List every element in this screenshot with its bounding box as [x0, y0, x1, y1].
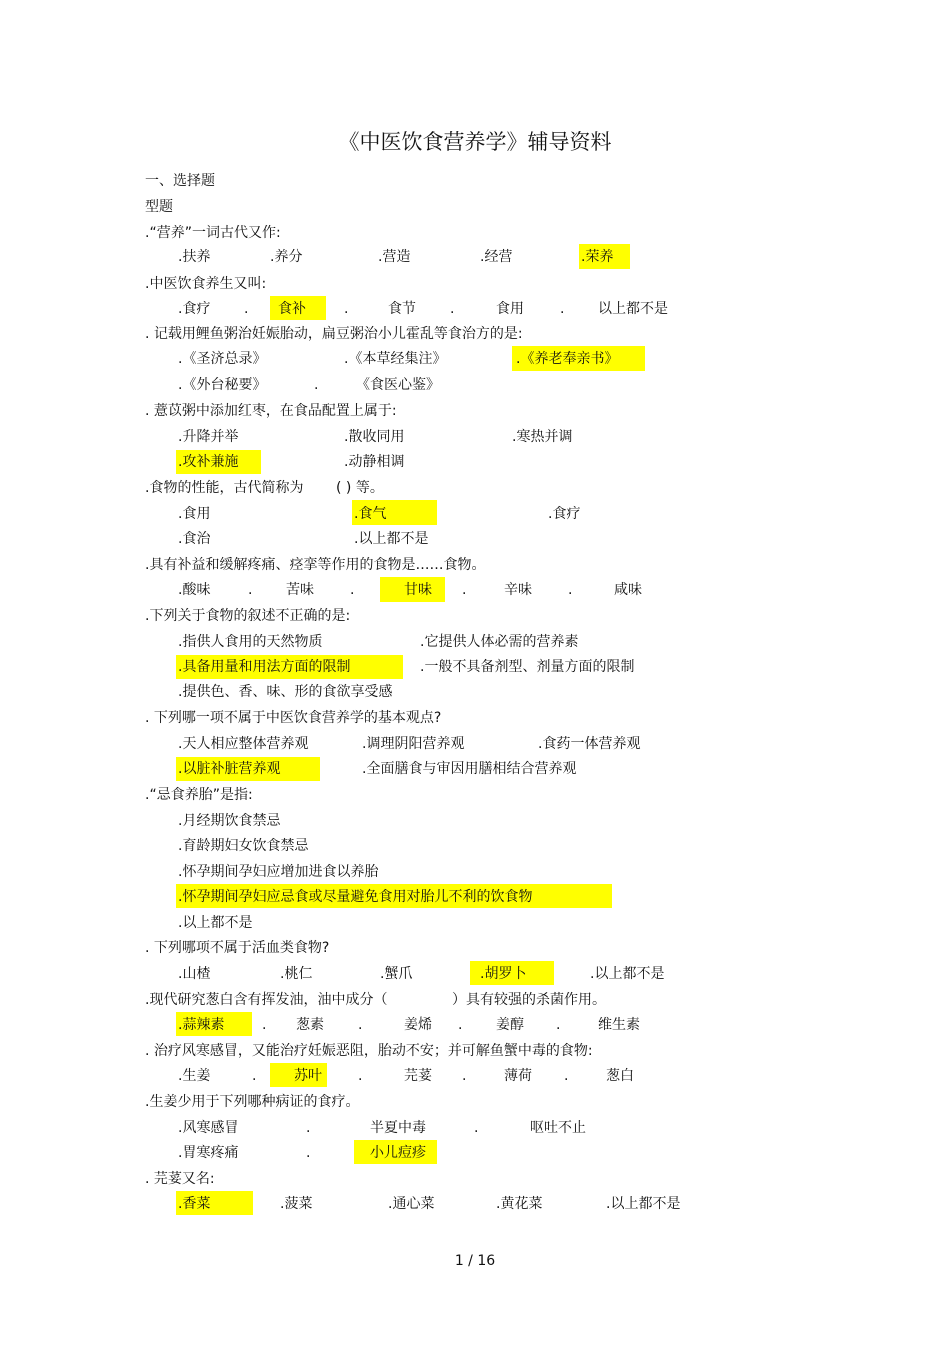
option: 葱素: [296, 1017, 324, 1033]
option: .提供色、香、味、形的食欲享受感: [178, 684, 393, 700]
question-stem: .生姜少用于下列哪种病证的食疗。: [145, 1094, 360, 1110]
option: .以上都不是: [606, 1196, 681, 1212]
option: .食疗: [178, 301, 211, 317]
question-stem-tail: ( ) 等。: [336, 480, 384, 496]
option: .风寒感冒: [178, 1120, 239, 1136]
option: 姜醇: [496, 1017, 524, 1033]
question-stem: . 芫荽又名:: [145, 1171, 215, 1187]
option-answer: 苏叶: [294, 1068, 322, 1084]
option: 苦味: [286, 582, 314, 598]
option: 葱白: [606, 1068, 634, 1084]
option: .: [556, 1017, 561, 1033]
option: .通心菜: [388, 1196, 435, 1212]
option-answer: .荣养: [581, 249, 614, 265]
option: .指供人食用的天然物质: [178, 634, 323, 650]
option: .: [474, 1120, 479, 1136]
option: .调理阴阳营养观: [362, 736, 465, 752]
option-answer: .胡罗卜: [480, 966, 527, 982]
option: .黄花菜: [496, 1196, 543, 1212]
question-stem: .现代研究葱白含有挥发油，油中成分（: [145, 992, 388, 1008]
option: .寒热并调: [512, 429, 573, 445]
option: .食疗: [548, 506, 581, 522]
page-number: 1 / 16: [454, 1253, 496, 1269]
option: 薄荷: [504, 1068, 532, 1084]
option-answer: .《养老奉亲书》: [516, 351, 619, 367]
question-stem: . 治疗风寒感冒，又能治疗妊娠恶阻，胎动不安；并可解鱼蟹中毒的食物:: [145, 1043, 593, 1059]
option: .食用: [178, 506, 211, 522]
option: 呕吐不止: [530, 1120, 586, 1136]
option: .它提供人体必需的营养素: [420, 634, 579, 650]
question-stem: .中医饮食养生又叫:: [145, 276, 267, 292]
question-stem: .“忌食养胎”是指:: [145, 787, 253, 803]
option: .天人相应整体营养观: [178, 736, 309, 752]
option: 维生素: [598, 1017, 640, 1033]
option: .: [568, 582, 573, 598]
option-answer: .攻补兼施: [178, 454, 239, 470]
option-answer: .具备用量和用法方面的限制: [178, 659, 351, 675]
question-stem: .具有补益和缓解疼痛、痉挛等作用的食物是……食物。: [145, 557, 486, 573]
option: .: [358, 1017, 363, 1033]
question-stem-tail: ）具有较强的杀菌作用。: [452, 992, 606, 1008]
option: 以上都不是: [598, 301, 668, 317]
option: .: [450, 301, 455, 317]
subsection-heading: 型题: [145, 199, 173, 215]
option: .以上都不是: [178, 915, 253, 931]
option: .经营: [480, 249, 513, 265]
option: .胃寒疼痛: [178, 1145, 239, 1161]
option: .: [358, 1068, 363, 1084]
option: .: [350, 582, 355, 598]
option: .升降并举: [178, 429, 239, 445]
question-stem: . 记载用鲤鱼粥治妊娠胎动，扁豆粥治小儿霍乱等食治方的是:: [145, 326, 523, 342]
option: 半夏中毒: [370, 1120, 426, 1136]
option-answer: 食补: [278, 301, 306, 317]
option: .: [564, 1068, 569, 1084]
option: .以上都不是: [590, 966, 665, 982]
option: 食用: [496, 301, 524, 317]
question-stem: . 薏苡粥中添加红枣，在食品配置上属于:: [145, 403, 397, 419]
option: .: [306, 1145, 311, 1161]
option: 咸味: [614, 582, 642, 598]
option: .怀孕期间孕妇应增加进食以养胎: [178, 864, 379, 880]
option: .月经期饮食禁忌: [178, 813, 281, 829]
option: .蟹爪: [380, 966, 413, 982]
option: .山楂: [178, 966, 211, 982]
document-title: 《中医饮食营养学》辅导资料: [338, 130, 612, 154]
question-stem: . 下列哪一项不属于中医饮食营养学的基本观点?: [145, 710, 442, 726]
option: .: [560, 301, 565, 317]
section-heading: 一、选择题: [145, 173, 215, 189]
option: .桃仁: [280, 966, 313, 982]
option-answer: .以脏补脏营养观: [178, 761, 281, 777]
option: 食节: [388, 301, 416, 317]
option: 辛味: [504, 582, 532, 598]
option: .全面膳食与审因用膳相结合营养观: [362, 761, 577, 777]
option: .《外台秘要》: [178, 377, 267, 393]
option: 《食医心鉴》: [356, 377, 440, 393]
option-answer: 甘味: [404, 582, 432, 598]
option-answer: 小儿痘疹: [370, 1145, 426, 1161]
question-stem: .食物的性能，古代简称为: [145, 480, 304, 496]
option: .: [244, 301, 249, 317]
option: .动静相调: [344, 454, 405, 470]
option: .: [462, 1068, 467, 1084]
option-answer: .食气: [354, 506, 387, 522]
option: .生姜: [178, 1068, 211, 1084]
option: .以上都不是: [354, 531, 429, 547]
option: .散收同用: [344, 429, 405, 445]
option: .一般不具备剂型、剂量方面的限制: [420, 659, 635, 675]
option: .: [458, 1017, 463, 1033]
option: .育龄期妇女饮食禁忌: [178, 838, 309, 854]
option-answer: .蒜辣素: [178, 1017, 225, 1033]
question-stem: . 下列哪项不属于活血类食物?: [145, 940, 330, 956]
option: .: [344, 301, 349, 317]
option: .菠菜: [280, 1196, 313, 1212]
option: .《圣济总录》: [178, 351, 267, 367]
option: .: [248, 582, 253, 598]
option: 芫荽: [404, 1068, 432, 1084]
question-stem: .下列关于食物的叙述不正确的是:: [145, 608, 351, 624]
option: .: [306, 1120, 311, 1136]
option: .《本草经集注》: [344, 351, 447, 367]
question-stem: .“营养”一词古代又作:: [145, 225, 281, 241]
option: .: [314, 377, 319, 393]
option-answer: .怀孕期间孕妇应忌食或尽量避免食用对胎儿不利的饮食物: [178, 889, 533, 905]
option-answer: .香菜: [178, 1196, 211, 1212]
option: .食药一体营养观: [538, 736, 641, 752]
option: .: [262, 1017, 267, 1033]
option: .食治: [178, 531, 211, 547]
option: .营造: [378, 249, 411, 265]
option: .养分: [270, 249, 303, 265]
option: .扶养: [178, 249, 211, 265]
option: .: [462, 582, 467, 598]
option: .: [252, 1068, 257, 1084]
option: .酸味: [178, 582, 211, 598]
option: 姜烯: [404, 1017, 432, 1033]
